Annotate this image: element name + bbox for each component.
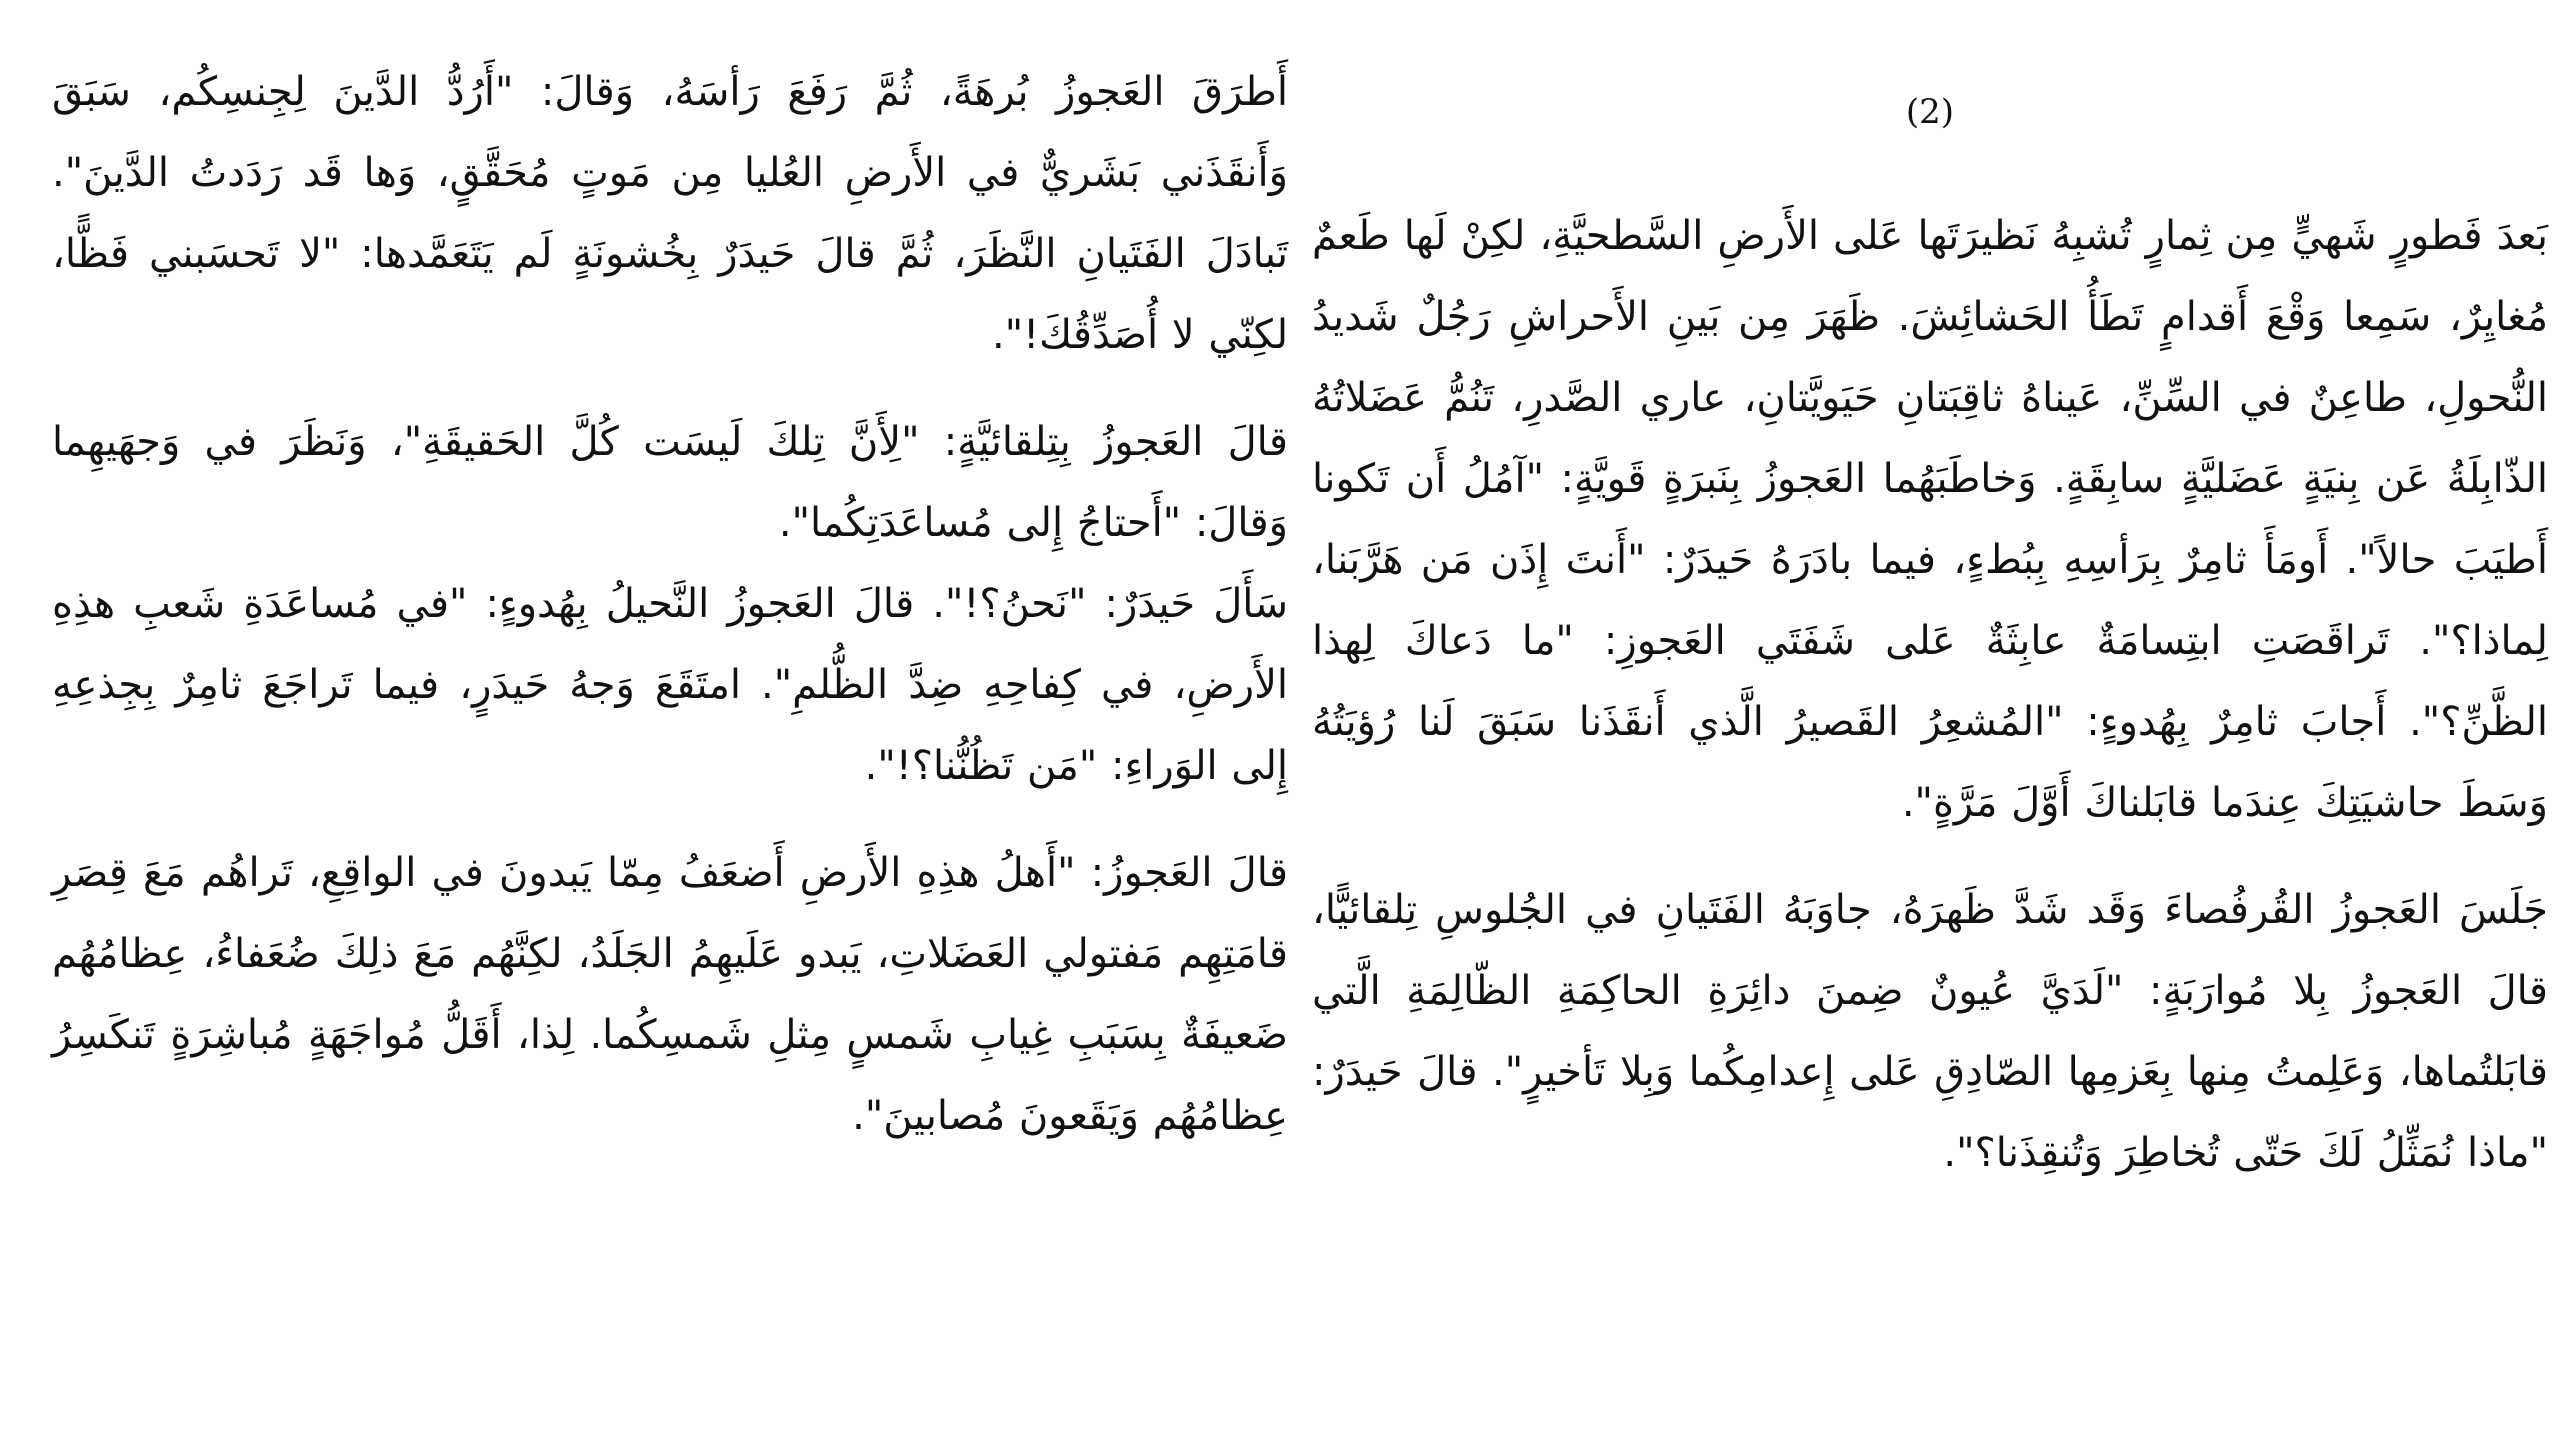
right-page [1312, 0, 2548, 1440]
paragraph: جَلَسَ العَجوزُ القُرفُصاءَ وَقَد شَدَّ ظَهرَهُ، جاوَبَهُ الفَتَيانِ في الجُلوسِ تِلقائيًّا، قالَ العَجوزُ بِلا مُوارَبَةٍ: "لَدَيَّ عُيونٌ ضِمنَ دائِرَةِ الحاكِمَةِ الظّالِمَةِ الَّتي قابَلتُماها، وَعَلِمتُ مِنها بِعَزمِها الصّادِقِ عَلى إِعدامِكُما وَبِلا تَأخيرٍ". قالَ حَيدَرٌ: "ماذا نُمَثِّلُ لَكَ حَتّى تُخاطِرَ وَتُنقِذَنا؟". [1312, 887, 2548, 1176]
paragraph: قالَ العَجوزُ بِتِلقائيَّةٍ: "لِأَنَّ تِلكَ لَيسَت كُلَّ الحَقيقَةِ"، وَنَظَرَ في وَجهَيهِما وَقالَ: "أَحتاجُ إِلى مُساعَدَتِكُما". [52, 419, 1288, 546]
paragraph: بَعدَ فَطورٍ شَهيٍّ مِن ثِمارٍ تُشبِهُ نَظيرَتَها عَلى الأَرضِ السَّطحيَّةِ، لكِنْ لَها طَعمٌ مُغايِرٌ، سَمِعا وَقْعَ أَقدامٍ تَطَأُ الحَشائِشَ. ظَهَرَ مِن بَينِ الأَحراشِ رَجُلٌ شَديدُ النُّحولِ، طاعِنٌ في السِّنِّ، عَيناهُ ثاقِبَتانِ حَيَويَّتانِ، عاري الصَّدرِ، تَنُمُّ عَضَلاتُهُ الذّابِلَةُ عَن بِنيَةٍ عَضَليَّةٍ سابِقَةٍ. وَخاطَبَهُما العَجوزُ بِنَبرَةٍ قَويَّةٍ: "آمُلُ أَن تَكونا أَطيَبَ حالاً". أَومَأَ ثامِرٌ بِرَأسِهِ بِبُطءٍ، فيما بادَرَهُ حَيدَرٌ: "أَنتَ إِذَن مَن هَرَّبَنا، لِماذا؟". تَراقَصَتِ ابتِسامَةٌ عابِثَةٌ عَلى شَفَتَي العَجوزِ: "ما دَعاكَ لِهذا الظَّنِّ؟". أَجابَ ثامِرٌ بِهُدوءٍ: "المُشعِرُ القَصيرُ الَّذي أَنقَذَنا سَبَقَ لَنا رُؤيَتُهُ وَسَطَ حاشيَتِكَ عِندَما قابَلناكَ أَوَّلَ مَرَّةٍ". [1312, 213, 2548, 826]
spacer [52, 0, 1288, 52]
paragraph: أَطرَقَ العَجوزُ بُرهَةً، ثُمَّ رَفَعَ رَأسَهُ، وَقالَ: "أَرُدُّ الدَّينَ لِجِنسِكُم، سَبَقَ وَأَنقَذَني بَشَريٌّ في الأَرضِ العُليا مِن مَوتٍ مُحَقَّقٍ، وَها قَد رَدَدتُ الدَّينَ". تَبادَلَ الفَتَيانِ النَّظَرَ، ثُمَّ قالَ حَيدَرٌ بِخُشونَةٍ لَم يَتَعَمَّدها: "لا تَحسَبني فَظًّا، لكِنّي لا أُصَدِّقُكَ!". [52, 69, 1288, 358]
paragraph: قالَ العَجوزُ: "أَهلُ هذِهِ الأَرضِ أَضعَفُ مِمّا يَبدونَ في الواقِعِ، تَراهُم مَعَ قِصَرِ قامَتِهِم مَفتولي العَضَلاتِ، يَبدو عَلَيهِمُ الجَلَدُ، لكِنَّهُم مَعَ ذلِكَ ضُعَفاءُ، عِظامُهُم ضَعيفَةٌ بِسَبَبِ غِيابِ شَمسٍ مِثلِ شَمسِكُما. لِذا، أَقَلُّ مُواجَهَةٍ مُباشِرَةٍ تَنكَسِرُ عِظامُهُم وَيَقَعونَ مُصابينَ". [52, 850, 1288, 1139]
spacer [1312, 136, 2548, 196]
page-number: (2) [1905, 92, 1955, 132]
paragraph: سَأَلَ حَيدَرٌ: "نَحنُ؟!". قالَ العَجوزُ النَّحيلُ بِهُدوءٍ: "في مُساعَدَةِ شَعبِ هذِهِ الأَرضِ، في كِفاحِهِ ضِدَّ الظُّلمِ". امتَقَعَ وَجهُ حَيدَرٍ، فيما تَراجَعَ ثامِرٌ بِجِذعِهِ إِلى الوَراءِ: "مَن تَظُنُّنا؟!". [52, 581, 1288, 789]
left-page [52, 0, 1288, 1440]
